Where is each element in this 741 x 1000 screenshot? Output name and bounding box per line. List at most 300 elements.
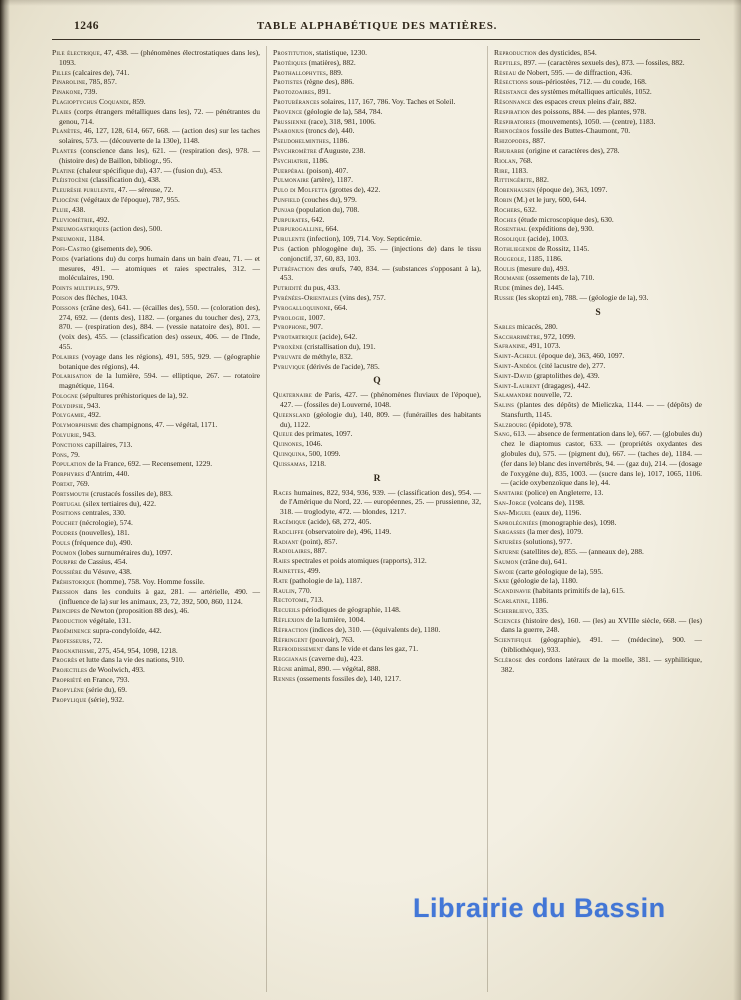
- index-entry: [494, 371, 702, 381]
- index-entry: [52, 557, 260, 567]
- entry-headword: Roumanie: [494, 273, 525, 283]
- entry-text: (série du), 69.: [84, 684, 128, 694]
- entry-headword: Pile électrique: [52, 48, 100, 57]
- entry-headword: Rennes: [273, 673, 296, 683]
- entry-text: , 785, 857.: [85, 77, 117, 87]
- entry-text: (vins des), 757.: [338, 292, 386, 302]
- index-entry: [494, 175, 702, 185]
- entry-text: , 275, 454, 954, 1098, 1218.: [94, 645, 178, 655]
- index-entry: [273, 48, 481, 58]
- entry-headword: Purpurates: [273, 214, 308, 224]
- index-entry: [52, 675, 260, 685]
- index-entry: [52, 685, 260, 695]
- index-entry: [494, 341, 702, 351]
- index-entry: [273, 293, 481, 303]
- entry-text: de la lumière, 1004.: [304, 615, 366, 625]
- index-entry: [273, 332, 481, 342]
- entry-headword: Reptiles: [494, 57, 521, 67]
- entry-text: spectrales et poids atomiques (rapports), 312.: [290, 556, 427, 566]
- entry-text: (solutions), 977.: [521, 537, 573, 547]
- entry-text: (les skoptzi en), 788. — (géologie de la), 93.: [514, 292, 649, 302]
- entry-headword: Rougeole: [494, 253, 525, 263]
- index-entry: [494, 606, 702, 616]
- entry-headword: Protéiques: [273, 57, 307, 67]
- entry-headword: Pilles: [52, 67, 71, 77]
- entry-headword: Pseudohelminthes: [273, 136, 329, 146]
- index-entry: [494, 498, 702, 508]
- index-entry: [273, 615, 481, 625]
- entry-headword: Réfringent: [273, 634, 308, 644]
- index-entry: [494, 254, 702, 264]
- index-entry: [52, 48, 260, 68]
- index-entry: [273, 488, 481, 517]
- entry-text: d'Antrim, 440.: [84, 469, 130, 479]
- index-entry: [52, 195, 260, 205]
- entry-headword: Protistes: [273, 77, 303, 87]
- entry-text: , 46, 127, 128, 614, 667, 668. — (action des) sur les taches solaires, 573. — (découverte de la 130e), 1148.: [59, 126, 260, 146]
- index-entry: [52, 87, 260, 97]
- entry-headword: Prothallophytes: [273, 67, 327, 77]
- entry-text: (caverne du), 423.: [307, 654, 364, 664]
- header-rule: [52, 39, 700, 40]
- entry-text: (voyage dans les régions), 491, 595, 929. — (géographie botanique des régions), 44.: [59, 351, 260, 371]
- entry-text: nouvelle, 72.: [532, 390, 573, 400]
- entry-headword: Résistance: [494, 87, 528, 97]
- index-entry: [494, 420, 702, 430]
- entry-text: (classification du), 438.: [88, 175, 161, 185]
- entry-text: , 889.: [326, 67, 343, 77]
- entry-headword: Pyrogalloquinone: [273, 302, 331, 312]
- index-entry: [494, 429, 702, 488]
- entry-headword: Poison: [52, 292, 73, 302]
- index-entry: [52, 489, 260, 499]
- entry-text: (troncs de), 440.: [303, 126, 355, 136]
- entry-headword: Progrès: [52, 655, 78, 665]
- entry-headword: Planètes: [52, 126, 80, 136]
- entry-headword: Reggianais: [273, 654, 308, 664]
- entry-headword: Réflexion: [273, 615, 305, 625]
- entry-headword: Poids: [52, 253, 69, 263]
- entry-headword: Quaternaire: [273, 390, 313, 400]
- index-entry: [273, 586, 481, 596]
- index-entry: [494, 655, 702, 675]
- index-entry: [52, 450, 260, 460]
- entry-text: (matières), 882.: [306, 57, 356, 67]
- page-header: [52, 20, 702, 36]
- entry-headword: Polyurie: [52, 430, 80, 440]
- index-entry: [273, 77, 481, 87]
- entry-text: sous-périostées, 712. — du coude, 168.: [527, 77, 647, 87]
- entry-headword: Pleurésie purulente: [52, 185, 115, 195]
- entry-text: fossile des Buttes-Chaumont, 70.: [529, 126, 631, 136]
- entry-headword: Racémique: [273, 517, 307, 527]
- entry-text: dans le vide et dans les gaz, 71.: [323, 644, 419, 654]
- entry-headword: Pulo di Molfetta: [273, 185, 328, 195]
- index-entry: [52, 636, 260, 646]
- entry-text: du Vésuve, 438.: [81, 567, 132, 577]
- index-entry: [52, 440, 260, 450]
- entry-headword: Préhistorique: [52, 577, 96, 587]
- index-entry: [273, 556, 481, 566]
- entry-headword: Règne: [273, 664, 293, 674]
- entry-headword: Pluie: [52, 204, 69, 214]
- index-entry: [52, 205, 260, 215]
- index-entry: [494, 273, 702, 283]
- entry-headword: Résections: [494, 77, 528, 87]
- index-entry: [273, 87, 481, 97]
- entry-headword: Pus: [273, 243, 285, 253]
- entry-text: (origine et caractères des), 278.: [524, 145, 620, 155]
- entry-headword: Pouchet: [52, 518, 78, 528]
- entry-headword: Points multiples: [52, 283, 103, 293]
- index-entry: [52, 303, 260, 352]
- index-entry: [494, 68, 702, 78]
- entry-headword: Roulis: [494, 263, 515, 273]
- entry-text: solaires, 117, 167, 786. Voy. Taches et Soleil.: [319, 96, 456, 106]
- index-entry: [273, 166, 481, 176]
- page-title: TABLE ALPHABÉTIQUE DES MATIÈRES.: [256, 20, 498, 32]
- entry-text: (la mer des), 1079.: [525, 527, 584, 537]
- index-entry: [52, 459, 260, 469]
- index-entry: [52, 695, 260, 705]
- entry-text: (gisements de), 906.: [90, 243, 153, 253]
- entry-headword: Rire: [494, 165, 508, 175]
- entry-text: (race), 318, 981, 1006.: [306, 116, 376, 126]
- index-entry: [52, 420, 260, 430]
- entry-headword: Radiant: [273, 536, 299, 546]
- entry-headword: Rochers: [494, 204, 521, 214]
- entry-text: de la lumière, 594. — elliptique, 267. — rotatoire magnétique, 1164.: [59, 371, 260, 391]
- entry-text: , 891.: [314, 87, 331, 97]
- entry-text: , 47. — séreuse, 72.: [114, 185, 174, 195]
- entry-headword: Safranine: [494, 341, 526, 351]
- index-entry: [52, 185, 260, 195]
- entry-text: (population du), 708.: [294, 204, 360, 214]
- index-entry: [52, 528, 260, 538]
- index-entry: [273, 205, 481, 215]
- entry-headword: Pyrénées-Orientales: [273, 292, 339, 302]
- entry-text: micacés, 280.: [515, 321, 558, 331]
- index-entry: [52, 518, 260, 528]
- entry-text: centrales, 330.: [80, 508, 126, 518]
- index-entry: [273, 313, 481, 323]
- entry-headword: Psychromètre: [273, 145, 317, 155]
- index-entry: [273, 264, 481, 284]
- entry-headword: Scandinavie: [494, 586, 532, 596]
- index-entry: [52, 146, 260, 166]
- entry-text: , 1184.: [84, 234, 105, 244]
- index-entry: [494, 244, 702, 254]
- index-entry: [273, 107, 481, 117]
- entry-text: des systèmes métalliques articulés, 1052.: [527, 87, 652, 97]
- entry-text: (dérivés de l'acide), 785.: [305, 361, 380, 371]
- index-entry: [494, 322, 702, 332]
- index-column: [266, 46, 487, 992]
- entry-text: périodiques de géographie, 1148.: [300, 605, 401, 615]
- entry-headword: Pression: [52, 586, 79, 596]
- index-entry: [52, 606, 260, 616]
- index-entry: [52, 234, 260, 244]
- entry-text: (acide), 642.: [317, 332, 358, 342]
- entry-headword: Rhizopodes: [494, 136, 529, 146]
- index-entry: [52, 587, 260, 607]
- index-entry: [273, 97, 481, 107]
- entry-headword: Plagioptychus Coquandi: [52, 96, 129, 106]
- index-entry: [494, 381, 702, 391]
- entry-headword: Sciences: [494, 615, 521, 625]
- index-entry: [494, 117, 702, 127]
- entry-headword: Rosolique: [494, 234, 526, 244]
- entry-headword: Rate: [273, 575, 288, 585]
- index-entry: [494, 156, 702, 166]
- index-column: [487, 46, 702, 992]
- index-entry: [273, 234, 481, 244]
- entry-headword: Punjab: [273, 204, 295, 214]
- index-entry: [52, 352, 260, 372]
- index-entry: [52, 244, 260, 254]
- entry-text: , 1186.: [328, 136, 350, 146]
- index-entry: [273, 537, 481, 547]
- entry-text: , 1186.: [527, 596, 549, 606]
- entry-headword: Poissons: [52, 302, 79, 312]
- entry-headword: Quinquina: [273, 449, 306, 459]
- index-entry: [273, 410, 481, 430]
- entry-headword: Polygamie: [52, 410, 85, 420]
- entry-headword: Savoie: [494, 566, 515, 576]
- entry-headword: Psychiatrie: [273, 155, 309, 165]
- index-entry: [494, 351, 702, 361]
- entry-text: , statistique, 1230.: [312, 48, 368, 57]
- entry-headword: Propriété: [52, 675, 82, 684]
- entry-text: (lobes surnuméraires du), 1097.: [76, 547, 173, 557]
- entry-text: , 492.: [84, 410, 101, 420]
- entry-headword: Queue: [273, 429, 293, 439]
- entry-headword: Rittingérite: [494, 175, 533, 185]
- entry-text: , 1007.: [304, 312, 325, 322]
- entry-headword: Reproduction: [494, 48, 537, 57]
- index-entry: [494, 635, 702, 655]
- index-entry: [52, 283, 260, 293]
- entry-text: de Nobert, 595. — de diffraction, 436.: [516, 67, 633, 77]
- entry-text: (carte géologique de la), 595.: [514, 566, 604, 576]
- index-entry: [273, 244, 481, 264]
- entry-headword: Salamandre: [494, 390, 533, 400]
- entry-headword: Population: [52, 459, 87, 469]
- entry-text: , 887.: [528, 136, 546, 146]
- index-entry: [494, 107, 702, 117]
- entry-text: (corps étrangers métalliques dans les), 72. — pénétrantes du genou, 714.: [59, 106, 260, 126]
- entry-text: , 664.: [330, 302, 348, 312]
- entry-headword: Pyroxène: [273, 341, 303, 351]
- index-entry: [494, 293, 702, 303]
- entry-text: , 335.: [532, 605, 549, 615]
- entry-text: (graptolithes de), 439.: [532, 370, 600, 380]
- entry-text: de Cassius, 454.: [77, 557, 128, 567]
- entry-headword: Quissamas: [273, 458, 306, 468]
- entry-text: (nouvelles), 181.: [77, 528, 130, 538]
- entry-text: (cité lacustre de), 277.: [537, 360, 606, 370]
- entry-headword: Prostitution: [273, 48, 313, 57]
- index-entry: [494, 488, 702, 498]
- index-entry: [273, 215, 481, 225]
- entry-headword: Poussière: [52, 567, 82, 577]
- entry-text: , 739.: [80, 87, 98, 97]
- entry-text: (histoire des), 160. — (les) au XVIIIe siècle, 668. — (les) dans la guerre, 248.: [501, 615, 702, 635]
- entry-text: (nécrologie), 574.: [77, 518, 133, 528]
- entry-headword: Poudres: [52, 528, 78, 538]
- index-entry: [273, 605, 481, 615]
- entry-headword: Porphyres: [52, 469, 85, 479]
- entry-text: (habitants primitifs de la), 615.: [531, 586, 625, 596]
- entry-text: (pathologie de la), 1187.: [287, 575, 363, 585]
- entry-headword: Sanitaire: [494, 488, 524, 498]
- entry-headword: Pons: [52, 449, 67, 459]
- index-entry: [494, 264, 702, 274]
- entry-text: , 642.: [307, 214, 325, 224]
- index-entry: [273, 546, 481, 556]
- index-entry: [52, 538, 260, 548]
- entry-text: (action des), 500.: [108, 224, 163, 234]
- entry-headword: Pyruvate: [273, 351, 302, 361]
- entry-text: (police) en Angleterre, 13.: [523, 488, 604, 498]
- index-entry: [273, 439, 481, 449]
- entry-headword: Protubérances: [273, 96, 320, 106]
- entry-headword: Pologne: [52, 390, 79, 400]
- entry-text: , 1186.: [308, 155, 329, 165]
- index-entry: [494, 596, 702, 606]
- entry-headword: Punfield: [273, 194, 301, 204]
- entry-text: (plantes des dépôts) de Mieliczka, 1144. — — (dépôts) de Stansfurth, 1145.: [501, 400, 702, 419]
- entry-headword: Professeurs: [52, 635, 90, 645]
- entry-headword: Races: [273, 487, 292, 497]
- entry-text: (crustacés fossiles de), 883.: [88, 488, 173, 498]
- entry-headword: Saint-Andéol: [494, 360, 538, 370]
- entry-text: , 499.: [303, 566, 321, 576]
- entry-text: humaines, 822, 934, 936, 939. — (classification des), 954. — de l'Amérique du Nord, 22. — européennes, 25. — prussienne, 32, 318. — troglodyte, 472. — blondes, 1217.: [280, 487, 481, 517]
- index-entry: [494, 195, 702, 205]
- index-entry: [494, 48, 702, 58]
- entry-text: de méthyle, 832.: [301, 351, 353, 361]
- entry-headword: Quinones: [273, 439, 302, 449]
- entry-headword: Portsmouth: [52, 488, 89, 498]
- entry-headword: Sclérose: [494, 654, 522, 664]
- entry-headword: Saturées: [494, 537, 522, 547]
- index-entry: [273, 664, 481, 674]
- index-entry: [52, 548, 260, 558]
- entry-text: (époque de), 363, 460, 1097.: [537, 351, 625, 361]
- index-entry: [273, 117, 481, 127]
- index-entry: [273, 644, 481, 654]
- index-entry: [494, 400, 702, 420]
- entry-text: (étude microscopique des), 630.: [516, 214, 614, 224]
- entry-text: , 79.: [66, 449, 80, 459]
- index-entry: [52, 499, 260, 509]
- entry-headword: Proéminence: [52, 626, 92, 636]
- index-entry: [494, 332, 702, 342]
- entry-headword: Polydipsie: [52, 400, 84, 410]
- entry-headword: Saccharimètre: [494, 331, 541, 341]
- index-entry: [273, 322, 481, 332]
- watermark-text: Librairie du Bassin: [413, 893, 666, 923]
- entry-text: , 1183.: [507, 165, 529, 175]
- index-entry: [273, 449, 481, 459]
- index-entry: [273, 527, 481, 537]
- index-entry: [52, 508, 260, 518]
- index-entry: [494, 126, 702, 136]
- index-entry: [273, 654, 481, 664]
- entry-text: (homme), 758. Voy. Homme fossile.: [95, 577, 205, 587]
- entry-headword: Pulmonaire: [273, 175, 310, 185]
- index-entry: [494, 166, 702, 176]
- entry-text: , 492.: [92, 214, 110, 224]
- entry-text: en France, 793.: [81, 675, 130, 684]
- entry-text: (eaux de), 1196.: [531, 507, 582, 517]
- index-entry: [52, 107, 260, 127]
- index-entry: [52, 410, 260, 420]
- index-columns: [52, 46, 702, 992]
- entry-headword: Recueils: [273, 605, 301, 615]
- entry-text: capillaires, 713.: [83, 439, 133, 449]
- entry-headword: Saprolégniées: [494, 517, 538, 527]
- index-entry: [494, 283, 702, 293]
- entry-text: (silex tertiaires du), 422.: [81, 498, 156, 508]
- entry-text: (M.) et le jury, 600, 644.: [512, 194, 587, 204]
- entry-text: (point), 857.: [298, 536, 338, 546]
- entry-headword: Saxe: [494, 576, 510, 586]
- entry-headword: Prognathisme: [52, 645, 95, 655]
- entry-headword: Respiration: [494, 106, 530, 116]
- entry-text: (crâne des), 641. — (écailles des), 550. — (coloration des), 274, 692. — (dents des), 1182. — (organes du toucher des), 273, 870. — (respiration des), 884. — (vessie natatoire des), 801. — (voix des), 455. — (classification des) osseux, 406. — de l'Inde, 455.: [59, 302, 260, 351]
- index-entry: [52, 126, 260, 146]
- entry-text: de Rossitz, 1145.: [536, 243, 590, 253]
- index-entry: [273, 595, 481, 605]
- entry-text: (mines de), 1445.: [510, 283, 564, 293]
- entry-headword: Pouls: [52, 537, 71, 547]
- entry-headword: Pneumogastriques: [52, 224, 109, 234]
- entry-text: (sépultures préhistoriques de la), 92.: [78, 390, 189, 400]
- index-entry: [52, 224, 260, 234]
- entry-text: , 72.: [89, 635, 103, 645]
- entry-text: (ossements fossiles de), 140, 1217.: [295, 673, 401, 683]
- entry-text: (artère), 1187.: [309, 175, 354, 185]
- entry-text: , 613. — absence de fermentation dans le), 667. — (globules du) chez le diaptomus castor, 633. — (propriétés oxydantes des globules du), 575. — (pigment du), 667. — (taches de), 1184. — (fer dans le) blanc des invertébrés, 94. — (gaz du), 214. — (dosage de l'oxygène du), 835, 1003. — (sucre dans le), 1017, 1065, 1106. — (acide oxybenzoïque dans le), 44.: [501, 429, 702, 488]
- index-entry: [52, 479, 260, 489]
- index-entry: [494, 58, 702, 68]
- index-entry: [494, 527, 702, 537]
- entry-headword: Projectiles: [52, 665, 88, 675]
- entry-text: , 770.: [294, 585, 312, 595]
- entry-headword: Portugal: [52, 498, 82, 508]
- index-entry: [494, 576, 702, 586]
- index-entry: [273, 283, 481, 293]
- index-entry: [52, 254, 260, 283]
- index-entry: [52, 97, 260, 107]
- entry-text: , 713.: [306, 595, 324, 605]
- entry-headword: Rainettes: [273, 566, 304, 576]
- entry-text: , 887.: [310, 546, 327, 556]
- entry-text: (géologie de la), 1180.: [509, 576, 578, 586]
- entry-text: (épidote), 978.: [527, 419, 573, 429]
- entry-text: (époque de), 363, 1097.: [535, 185, 608, 195]
- entry-headword: Saint-Laurent: [494, 380, 541, 390]
- index-entry: [273, 517, 481, 527]
- entry-text: , 1218.: [305, 458, 326, 468]
- entry-text: de Paris, 427. — (phénomènes fluviaux de l'époque), 427. — (fossiles de) Louverné, 1048.: [280, 390, 481, 410]
- entry-text: , 979.: [102, 283, 120, 293]
- entry-text: végétale, 131.: [87, 616, 131, 626]
- entry-text: supra-condyloïde, 442.: [91, 626, 162, 636]
- index-entry: [494, 518, 702, 528]
